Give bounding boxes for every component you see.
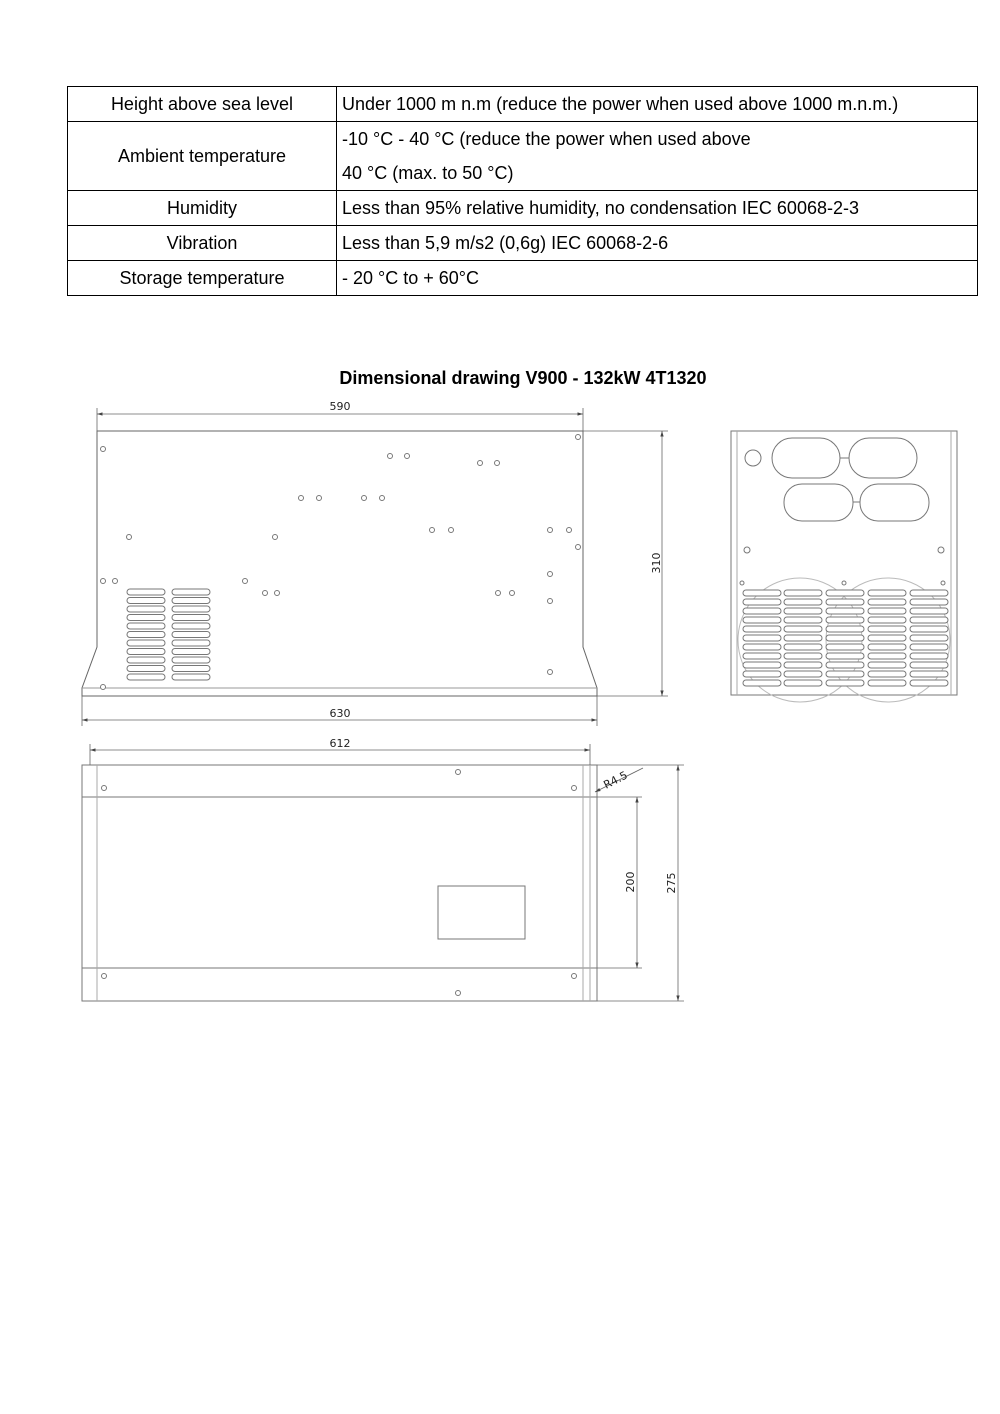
mounting-hole (317, 496, 322, 501)
vent-slot (127, 649, 165, 655)
vent-slot (172, 606, 210, 612)
spec-value-line: Under 1000 m n.m (reduce the power when used above 1000 m.n.m.) (342, 94, 899, 114)
vent-slot (910, 626, 948, 632)
vent-slot (784, 635, 822, 641)
vent-slot (910, 617, 948, 623)
vent-slot (743, 608, 781, 614)
vent-slot (868, 671, 906, 677)
vent-slot (868, 590, 906, 596)
vent-slot (868, 608, 906, 614)
vent-slot (910, 680, 948, 686)
mounting-hole (548, 599, 553, 604)
vent-slot (826, 608, 864, 614)
vent-slot (784, 653, 822, 659)
vent-slot (910, 653, 948, 659)
vent-slot (910, 590, 948, 596)
drawing-title: Dimensional drawing V900 - 132kW 4T1320 (339, 368, 707, 388)
vent-slot (127, 632, 165, 638)
mounting-hole (567, 528, 572, 533)
spec-value-line: - 20 °C to + 60°C (342, 268, 479, 288)
dim-top-width: 590 (329, 400, 351, 413)
cable-opening (772, 438, 840, 478)
vent-slot (743, 644, 781, 650)
vent-slot (826, 662, 864, 668)
plan-view (82, 765, 597, 1001)
vent-slot (868, 617, 906, 623)
vent-slot (910, 662, 948, 668)
vent-slot (868, 635, 906, 641)
mounting-hole (576, 545, 581, 550)
vent-slot (784, 671, 822, 677)
mounting-hole (449, 528, 454, 533)
vent-slot (743, 662, 781, 668)
vent-slot (743, 599, 781, 605)
front-outline (82, 431, 597, 696)
mounting-hole (263, 591, 268, 596)
vent-slot (172, 598, 210, 604)
mounting-hole (548, 528, 553, 533)
vent-slot (784, 590, 822, 596)
spec-label: Vibration (68, 226, 337, 261)
spec-label: Ambient temperature (68, 122, 337, 191)
spec-label: Humidity (68, 191, 337, 226)
vent-slot (127, 589, 165, 595)
dim-base-width: 630 (329, 707, 351, 720)
mounting-hole (496, 591, 501, 596)
vent-slot (910, 608, 948, 614)
vent-slot (172, 589, 210, 595)
vent-slot (826, 671, 864, 677)
vent-slot (784, 644, 822, 650)
mounting-hole (101, 685, 106, 690)
vent-slot (784, 662, 822, 668)
dim-depth: 275 (665, 872, 678, 894)
vent-slot (784, 680, 822, 686)
mounting-hole (101, 447, 106, 452)
vent-slot (172, 657, 210, 663)
vent-slot (743, 680, 781, 686)
spec-value-line: Less than 95% relative humidity, no condensation IEC 60068-2-3 (342, 198, 859, 218)
vent-slot (743, 626, 781, 632)
vent-slot (868, 626, 906, 632)
vent-slot (743, 671, 781, 677)
mounting-hole (478, 461, 483, 466)
mounting-hole (362, 496, 367, 501)
dim-radius: R4.5 (601, 768, 630, 792)
vent-slot (127, 657, 165, 663)
vent-slot (172, 640, 210, 646)
side-view (731, 431, 957, 702)
mounting-hole (127, 535, 132, 540)
vent-slot (172, 666, 210, 672)
mounting-hole (243, 579, 248, 584)
vent-slot (127, 666, 165, 672)
spec-label: Storage temperature (68, 261, 337, 296)
vent-slot (172, 632, 210, 638)
vent-slot (127, 598, 165, 604)
vent-slot (127, 623, 165, 629)
mounting-hole (548, 572, 553, 577)
vent-slot (743, 653, 781, 659)
spec-value-line: Less than 5,9 m/s2 (0,6g) IEC 60068-2-6 (342, 233, 669, 253)
front-view (82, 431, 597, 696)
spec-value-line: -10 °C - 40 °C (reduce the power when used above (342, 129, 751, 149)
vent-slot (826, 590, 864, 596)
mounting-hole (101, 579, 106, 584)
cable-opening (849, 438, 917, 478)
side-vent-slots (743, 590, 948, 686)
plan-outline (82, 765, 597, 1001)
mounting-hole (495, 461, 500, 466)
vent-slot (127, 615, 165, 621)
vent-slot (826, 626, 864, 632)
cable-opening (860, 484, 929, 521)
mounting-hole (299, 496, 304, 501)
vent-slot (910, 644, 948, 650)
vent-slot (743, 635, 781, 641)
vent-slot (826, 617, 864, 623)
mounting-hole (275, 591, 280, 596)
vent-slot (868, 599, 906, 605)
vent-slot (910, 599, 948, 605)
mounting-hole (113, 579, 118, 584)
vent-slot (910, 635, 948, 641)
mounting-hole (273, 535, 278, 540)
mounting-hole (380, 496, 385, 501)
spec-label: Height above sea level (68, 87, 337, 122)
vent-slot (172, 674, 210, 680)
vent-slot (784, 608, 822, 614)
dim-height: 310 (650, 552, 663, 574)
mounting-hole (548, 670, 553, 675)
vent-slot (127, 640, 165, 646)
dim-inner-height: 200 (624, 871, 637, 893)
vent-slot (127, 674, 165, 680)
spec-value-line: 40 °C (max. to 50 °C) (342, 163, 514, 183)
cable-opening (784, 484, 853, 521)
vent-slot (784, 626, 822, 632)
vent-slot (868, 680, 906, 686)
vent-slot (172, 615, 210, 621)
vent-slot (868, 662, 906, 668)
display-window (438, 886, 525, 939)
vent-slot (910, 671, 948, 677)
vent-slot (743, 590, 781, 596)
vent-slot (868, 644, 906, 650)
vent-slot (127, 606, 165, 612)
mounting-hole (510, 591, 515, 596)
vent-slot (826, 680, 864, 686)
vent-slot (172, 649, 210, 655)
vent-slot (784, 599, 822, 605)
vent-slot (172, 623, 210, 629)
vent-slot (826, 635, 864, 641)
vent-slot (784, 617, 822, 623)
mounting-hole (388, 454, 393, 459)
mounting-hole (576, 435, 581, 440)
vent-slot (826, 599, 864, 605)
mounting-hole (405, 454, 410, 459)
vent-slot (868, 653, 906, 659)
vent-slot (743, 617, 781, 623)
mounting-hole (430, 528, 435, 533)
vent-slot (826, 644, 864, 650)
dim-side-width: 612 (329, 737, 351, 750)
vent-slot (826, 653, 864, 659)
front-vent-slots (127, 589, 210, 680)
